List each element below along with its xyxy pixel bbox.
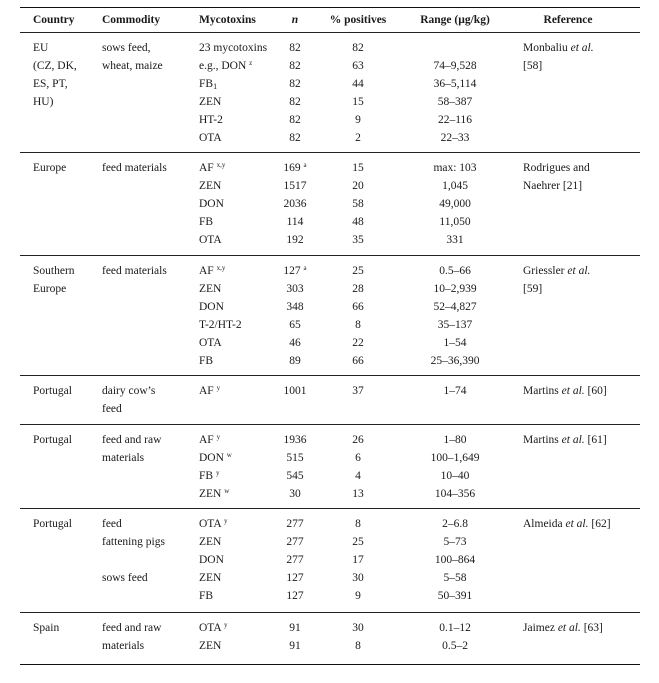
n-cell: 82 (289, 132, 301, 144)
group-divider (20, 255, 640, 256)
range-cell: 1–54 (443, 337, 467, 349)
range-cell: 35–137 (437, 319, 473, 331)
n-cell: 1001 (283, 385, 307, 397)
n-cell: 127 (286, 590, 304, 602)
table-bottom-rule (20, 664, 640, 665)
reference-cell: [59] (523, 283, 543, 295)
range-cell: 22–116 (437, 114, 473, 126)
range-cell: 0.1–12 (439, 622, 471, 634)
positives-cell: 13 (352, 488, 364, 500)
n-cell: 82 (289, 78, 301, 90)
header-commodity: Commodity (102, 14, 161, 26)
mycotoxin-cell: AF $^y$ (199, 384, 221, 397)
range-cell: 74–9,528 (433, 60, 477, 72)
positives-cell: 9 (355, 114, 361, 126)
n-cell: 192 (286, 234, 304, 246)
country-cell: HU) (33, 96, 54, 108)
range-cell: 104–356 (434, 488, 476, 500)
reference-cell: Jaimez et al. [63] (523, 622, 603, 634)
n-cell: 91 (289, 622, 301, 634)
positives-cell: 17 (352, 554, 364, 566)
positives-cell: 26 (352, 434, 364, 446)
mycotoxin-cell: ZEN $^w$ (199, 487, 230, 500)
mycotoxin-cell: FB (199, 355, 214, 367)
reference-cell: Griessler et al. (523, 265, 591, 277)
n-cell: 303 (286, 283, 304, 295)
country-cell: Portugal (33, 434, 72, 446)
n-cell: 82 (289, 42, 301, 54)
positives-cell: 58 (352, 198, 364, 210)
mycotoxin-cell: OTA (199, 132, 222, 144)
n-cell: 114 (286, 216, 304, 228)
country-cell: Southern (33, 265, 75, 277)
mycotoxin-cell: OTA $^y$ (199, 517, 228, 530)
commodity-cell: feed materials (102, 162, 167, 174)
group-divider (20, 375, 640, 376)
header-reference: Reference (543, 14, 593, 26)
n-cell: 515 (286, 452, 304, 464)
country-cell: Spain (33, 622, 60, 634)
mycotoxin-cell: DON $^w$ (199, 451, 232, 464)
positives-cell: 15 (352, 96, 364, 108)
mycotoxin-cell: DON (199, 198, 224, 210)
commodity-cell: materials (102, 452, 145, 464)
n-cell: 348 (286, 301, 304, 313)
positives-cell: 66 (352, 301, 364, 313)
commodity-cell: feed materials (102, 265, 167, 277)
n-cell: 277 (286, 536, 304, 548)
commodity-cell: wheat, maize (102, 60, 163, 72)
reference-cell: Almeida et al. [62] (523, 518, 611, 530)
range-cell: 58–387 (437, 96, 473, 108)
n-cell: 30 (289, 488, 301, 500)
positives-cell: 8 (355, 319, 361, 331)
commodity-cell: materials (102, 640, 145, 652)
n-cell: 127 (286, 572, 304, 584)
range-cell: 36–5,114 (433, 78, 477, 90)
n-cell: 2036 (283, 198, 307, 210)
commodity-cell: sows feed, (102, 42, 151, 54)
positives-cell: 66 (352, 355, 364, 367)
country-cell: Portugal (33, 385, 72, 397)
mycotoxin-cell: FB $^y$ (199, 469, 220, 482)
positives-cell: 9 (355, 590, 361, 602)
n-cell: 82 (289, 60, 301, 72)
positives-cell: 25 (352, 536, 364, 548)
n-cell: 277 (286, 518, 304, 530)
commodity-cell: fattening pigs (102, 536, 165, 548)
mycotoxin-cell: ZEN (199, 572, 222, 584)
range-cell: max: 103 (433, 162, 477, 174)
commodity-cell: feed (102, 518, 122, 530)
range-cell: 52–4,827 (433, 301, 477, 313)
range-cell: 22–33 (440, 132, 470, 144)
range-cell: 49,000 (439, 198, 471, 210)
header-country: Country (33, 14, 75, 26)
positives-cell: 15 (352, 162, 364, 174)
positives-cell: 6 (355, 452, 361, 464)
n-cell: 127 $^a$ (283, 264, 307, 277)
positives-cell: 30 (352, 622, 364, 634)
n-cell: 169 $^a$ (283, 161, 307, 174)
range-cell: 50–391 (437, 590, 473, 602)
range-cell: 10–2,939 (433, 283, 477, 295)
country-cell: Europe (33, 162, 67, 174)
country-cell: Portugal (33, 518, 72, 530)
mycotoxin-cell: FB (199, 216, 214, 228)
n-cell: 82 (289, 96, 301, 108)
range-cell: 25–36,390 (430, 355, 480, 367)
range-cell: 331 (446, 234, 464, 246)
reference-cell: Martins et al. [60] (523, 385, 607, 397)
mycotoxin-cell: OTA (199, 234, 222, 246)
mycotoxin-cell: T-2/HT-2 (199, 319, 242, 331)
range-cell: 100–864 (434, 554, 476, 566)
mycotoxin-cell: AF $^{x,y}$ (199, 264, 226, 277)
n-cell: 545 (286, 470, 304, 482)
country-cell: Europe (33, 283, 67, 295)
group-divider (20, 612, 640, 613)
positives-cell: 37 (352, 385, 364, 397)
range-cell: 10–40 (440, 470, 470, 482)
positives-cell: 4 (355, 470, 361, 482)
group-divider (20, 152, 640, 153)
mycotoxin-cell: DON (199, 301, 224, 313)
positives-cell: 48 (352, 216, 364, 228)
mycotoxin-cell: OTA $^y$ (199, 621, 228, 634)
n-cell: 91 (289, 640, 301, 652)
reference-cell: Rodrigues and (523, 162, 590, 174)
group-divider (20, 424, 640, 425)
mycotoxin-cell: OTA (199, 337, 222, 349)
group-divider (20, 508, 640, 509)
n-cell: 46 (289, 337, 301, 349)
commodity-cell: feed and raw (102, 434, 162, 446)
reference-cell: [58] (523, 60, 543, 72)
mycotoxin-cell: AF $^{x,y}$ (199, 161, 226, 174)
mycotoxin-cell: DON (199, 554, 224, 566)
table-top-rule (20, 7, 640, 8)
mycotoxin-cell: ZEN (199, 536, 222, 548)
range-cell: 1,045 (442, 180, 468, 192)
commodity-cell: feed (102, 403, 122, 415)
range-cell: 2–6.8 (442, 518, 468, 530)
mycotoxin-cell: ZEN (199, 283, 222, 295)
range-cell: 1–80 (443, 434, 467, 446)
mycotoxin-cell: 23 mycotoxins (199, 42, 268, 54)
country-cell: (CZ, DK, (33, 60, 77, 72)
commodity-cell: feed and raw (102, 622, 162, 634)
country-cell: ES, PT, (33, 78, 68, 90)
positives-cell: 28 (352, 283, 364, 295)
range-cell: 11,050 (439, 216, 471, 228)
positives-cell: 8 (355, 518, 361, 530)
range-cell: 0.5–2 (442, 640, 468, 652)
range-cell: 5–73 (443, 536, 467, 548)
positives-cell: 22 (352, 337, 364, 349)
n-cell: 65 (289, 319, 301, 331)
range-cell: 5–58 (443, 572, 467, 584)
reference-cell: Martins et al. [61] (523, 434, 607, 446)
mycotoxin-cell: ZEN (199, 180, 222, 192)
positives-cell: 25 (352, 265, 364, 277)
n-cell: 1517 (283, 180, 307, 192)
commodity-cell: dairy cow’s (102, 385, 156, 397)
mycotoxin-cell: HT-2 (199, 114, 223, 126)
n-cell: 277 (286, 554, 304, 566)
positives-cell: 44 (352, 78, 364, 90)
mycotoxin-cell: $FB_1$ (199, 78, 218, 91)
n-cell: 89 (289, 355, 301, 367)
positives-cell: 2 (355, 132, 361, 144)
mycotoxin-cell: ZEN (199, 96, 222, 108)
range-cell: 100–1,649 (430, 452, 480, 464)
reference-cell: Monbaliu et al. (523, 42, 594, 54)
n-cell: 82 (289, 114, 301, 126)
reference-cell: Naehrer [21] (523, 180, 583, 192)
positives-cell: 30 (352, 572, 364, 584)
mycotoxin-cell: e.g., DON $^z$ (199, 59, 253, 72)
header-range: Range (µg/kg) (420, 14, 490, 26)
mycotoxin-cell: FB (199, 590, 214, 602)
range-cell: 0.5–66 (439, 265, 471, 277)
header-positives: % positives (329, 14, 387, 26)
positives-cell: 35 (352, 234, 364, 246)
range-cell: 1–74 (443, 385, 467, 397)
positives-cell: 63 (352, 60, 364, 72)
header-mycotoxins: Mycotoxins (199, 14, 256, 26)
header-n: n (291, 14, 299, 26)
country-cell: EU (33, 42, 49, 54)
mycotoxin-cell: AF $^y$ (199, 433, 221, 446)
mycotoxin-cell: ZEN (199, 640, 222, 652)
positives-cell: 20 (352, 180, 364, 192)
n-cell: 1936 (283, 434, 307, 446)
header-bottom-rule (20, 32, 640, 33)
commodity-cell: sows feed (102, 572, 148, 584)
positives-cell: 8 (355, 640, 361, 652)
positives-cell: 82 (352, 42, 364, 54)
